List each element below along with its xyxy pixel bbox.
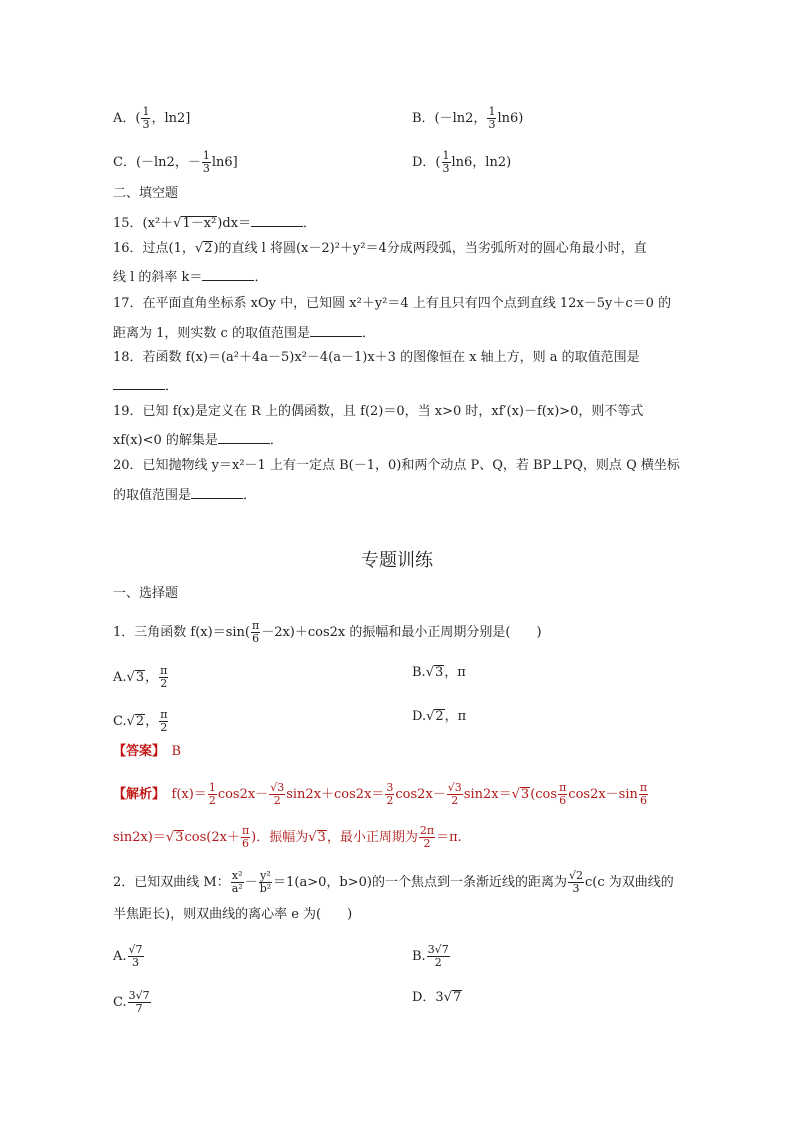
prev-option-a: A．( $\frac{1}{3}$ ，ln2] bbox=[113, 105, 191, 131]
q1-option-c: C.√2， $\frac{\pi}{2}$ bbox=[113, 708, 168, 734]
question-15: 15．(x²＋√1－x²)dx＝ ． bbox=[113, 216, 317, 231]
answer-label: 【答案】 bbox=[113, 744, 159, 759]
question-19: 19．已知 f(x)是定义在 R 上的偶函数，且 f(2)＝0，当 x>0 时，xf′(x)－f(x)>0，则不等式 bbox=[113, 404, 644, 419]
q1-option-d: D.√2，π bbox=[412, 709, 467, 724]
q2-option-c: C. $\frac{3√7}{7}$ bbox=[113, 989, 150, 1015]
question-18: 18．若函数 f(x)＝(a²＋4a－5)x²－4(a－1)x＋3 的图像恒在 x 轴上方，则 a 的取值范围是 bbox=[113, 350, 640, 365]
fill-blank-heading: 二、填空题 bbox=[113, 186, 179, 201]
question-17-cont: 距离为 1，则实数 c 的取值范围是 ． bbox=[113, 326, 375, 341]
q2-option-d: D．3√7 bbox=[412, 990, 462, 1005]
prev-option-c: C．(－ln2，－ $\frac{1}{3}$ ln6] bbox=[113, 149, 238, 175]
question-17: 17．在平面直角坐标系 xOy 中，已知圆 x²＋y²＝4 上有且只有四个点到直线 12x－5y＋c＝0 的 bbox=[113, 296, 672, 311]
question-2-stem: 2．已知双曲线 M： $\frac{\text{x²}}{\text{a²}}$ － $\frac{\text{y²}}{\text{b²}}$ ＝1(a>0，b>0)的一个焦点到一条渐近线的距离为 $\frac{√2}{3}$ c(c 为双曲线的 bbox=[113, 869, 674, 895]
q2-option-b: B. $\frac{3√7}{2}$ bbox=[412, 943, 449, 969]
question-20: 20．已知抛物线 y＝x²－1 上有一定点 B(－1，0)和两个动点 P、Q，若 BP⊥PQ，则点 Q 横坐标 bbox=[113, 458, 680, 473]
choice-heading: 一、选择题 bbox=[113, 586, 179, 601]
answer-value: B bbox=[171, 744, 182, 759]
q2-option-a: A. $\frac{√7}{3}$ bbox=[113, 943, 143, 969]
section-title: 专题训练 bbox=[361, 550, 433, 571]
q1-analysis: 【解析】 f(x)＝ $\frac{1}{2}$ cos2x－ $\frac{√3}{2}$ sin2x＋cos2x＝ $\frac{3}{2}$ cos2x－ $\frac{√3}{2}$ sin2x＝√3(cos $\frac{\pi}{6}$ cos2x－sin $\frac{\pi}{6}$ bbox=[113, 781, 648, 807]
question-1-stem: 1．三角函数 f(x)＝sin( $\frac{\pi}{6}$ －2x)＋cos2x 的振幅和最小正周期分别是( ) bbox=[113, 619, 542, 645]
q1-option-b: B.√3，π bbox=[412, 665, 466, 680]
question-19-cont: xf(x)<0 的解集是 ． bbox=[113, 433, 283, 448]
question-2-cont: 半焦距长)，则双曲线的离心率 e 为( ) bbox=[113, 907, 353, 922]
prev-option-d: D．( $\frac{1}{3}$ ln6，ln2) bbox=[412, 149, 512, 175]
q1-answer bbox=[113, 744, 181, 760]
question-20-cont: 的取值范围是 ． bbox=[113, 488, 257, 503]
q1-analysis-cont: sin2x)＝√3cos(2x＋ $\frac{\pi}{6}$ )．振幅为√3，最小正周期为 $\frac{2\pi}{2}$ ＝π. bbox=[113, 824, 462, 850]
question-18-cont: ． bbox=[113, 377, 178, 395]
question-16: 16．过点(1，√2)的直线 l 将圆(x－2)²＋y²＝4分成两段弧，当劣弧所对的圆心角最小时，直 bbox=[113, 241, 647, 256]
question-16-cont: 线 l 的斜率 k＝ ． bbox=[113, 270, 268, 285]
prev-option-b: B．(－ln2， $\frac{1}{3}$ ln6) bbox=[412, 105, 524, 131]
q1-option-a: A.√3， $\frac{\pi}{2}$ bbox=[113, 664, 168, 690]
analysis-label: 【解析】 bbox=[113, 787, 159, 802]
